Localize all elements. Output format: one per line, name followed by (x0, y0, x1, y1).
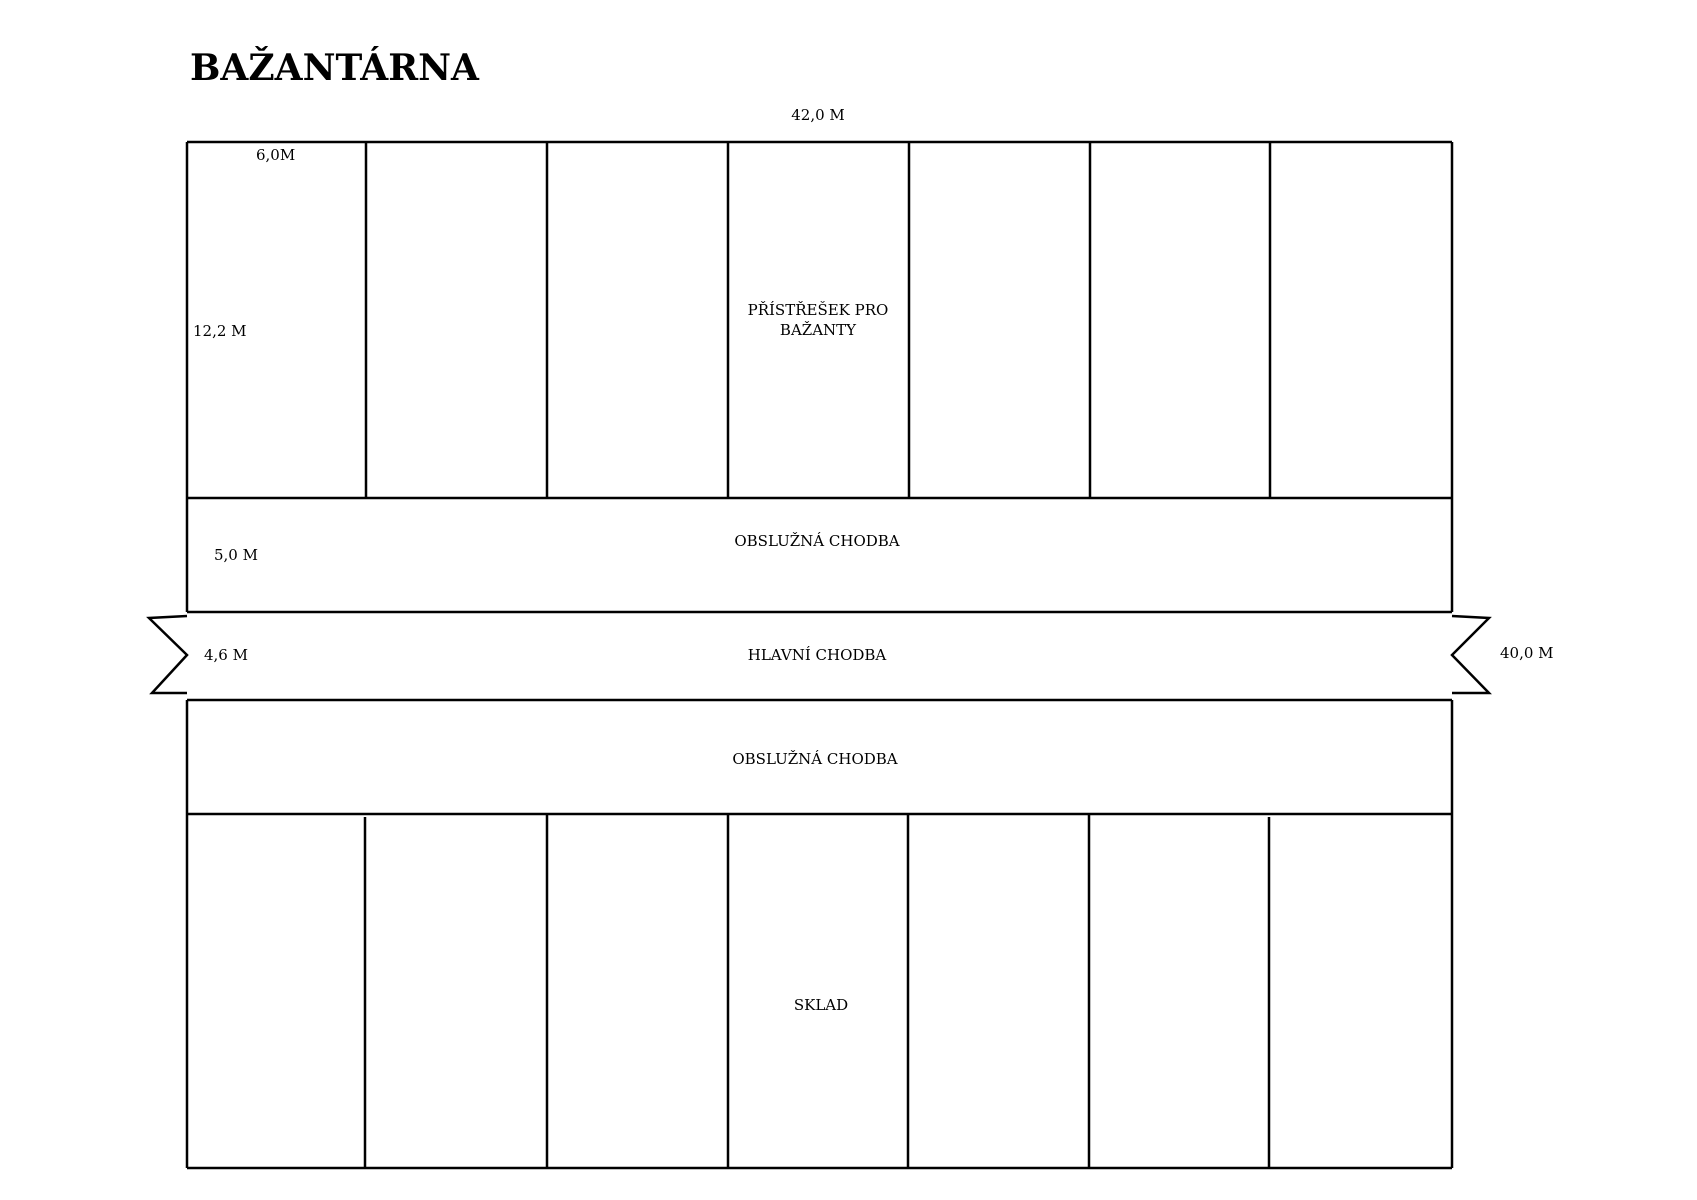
pen-width-label: 6,0M (256, 146, 296, 164)
left-entrance-marker (149, 616, 187, 693)
shelter-label-line1: PŘÍSTŘEŠEK PRO (747, 301, 889, 319)
plan-title: BAŽANTÁRNA (190, 47, 479, 89)
main-corridor-width-label: 4,6 M (204, 646, 248, 664)
storage-label: SKLAD (793, 996, 849, 1014)
pen-depth-label: 12,2 M (193, 322, 247, 340)
total-length-label: 40,0 M (1500, 644, 1554, 662)
service-corridor-top-label: OBSLUŽNÁ CHODBA (734, 532, 900, 550)
main-corridor-label: HLAVNÍ CHODBA (747, 646, 887, 664)
right-entrance-marker (1452, 616, 1489, 693)
shelter-label-line2: BAŽANTY (779, 321, 857, 339)
total-width-label: 42,0 M (791, 106, 845, 124)
top-pen-row (366, 142, 1270, 498)
bottom-pen-row (365, 814, 1269, 1168)
service-corridor-width-label: 5,0 M (214, 546, 258, 564)
service-corridor-bottom-label: OBSLUŽNÁ CHODBA (732, 750, 898, 768)
